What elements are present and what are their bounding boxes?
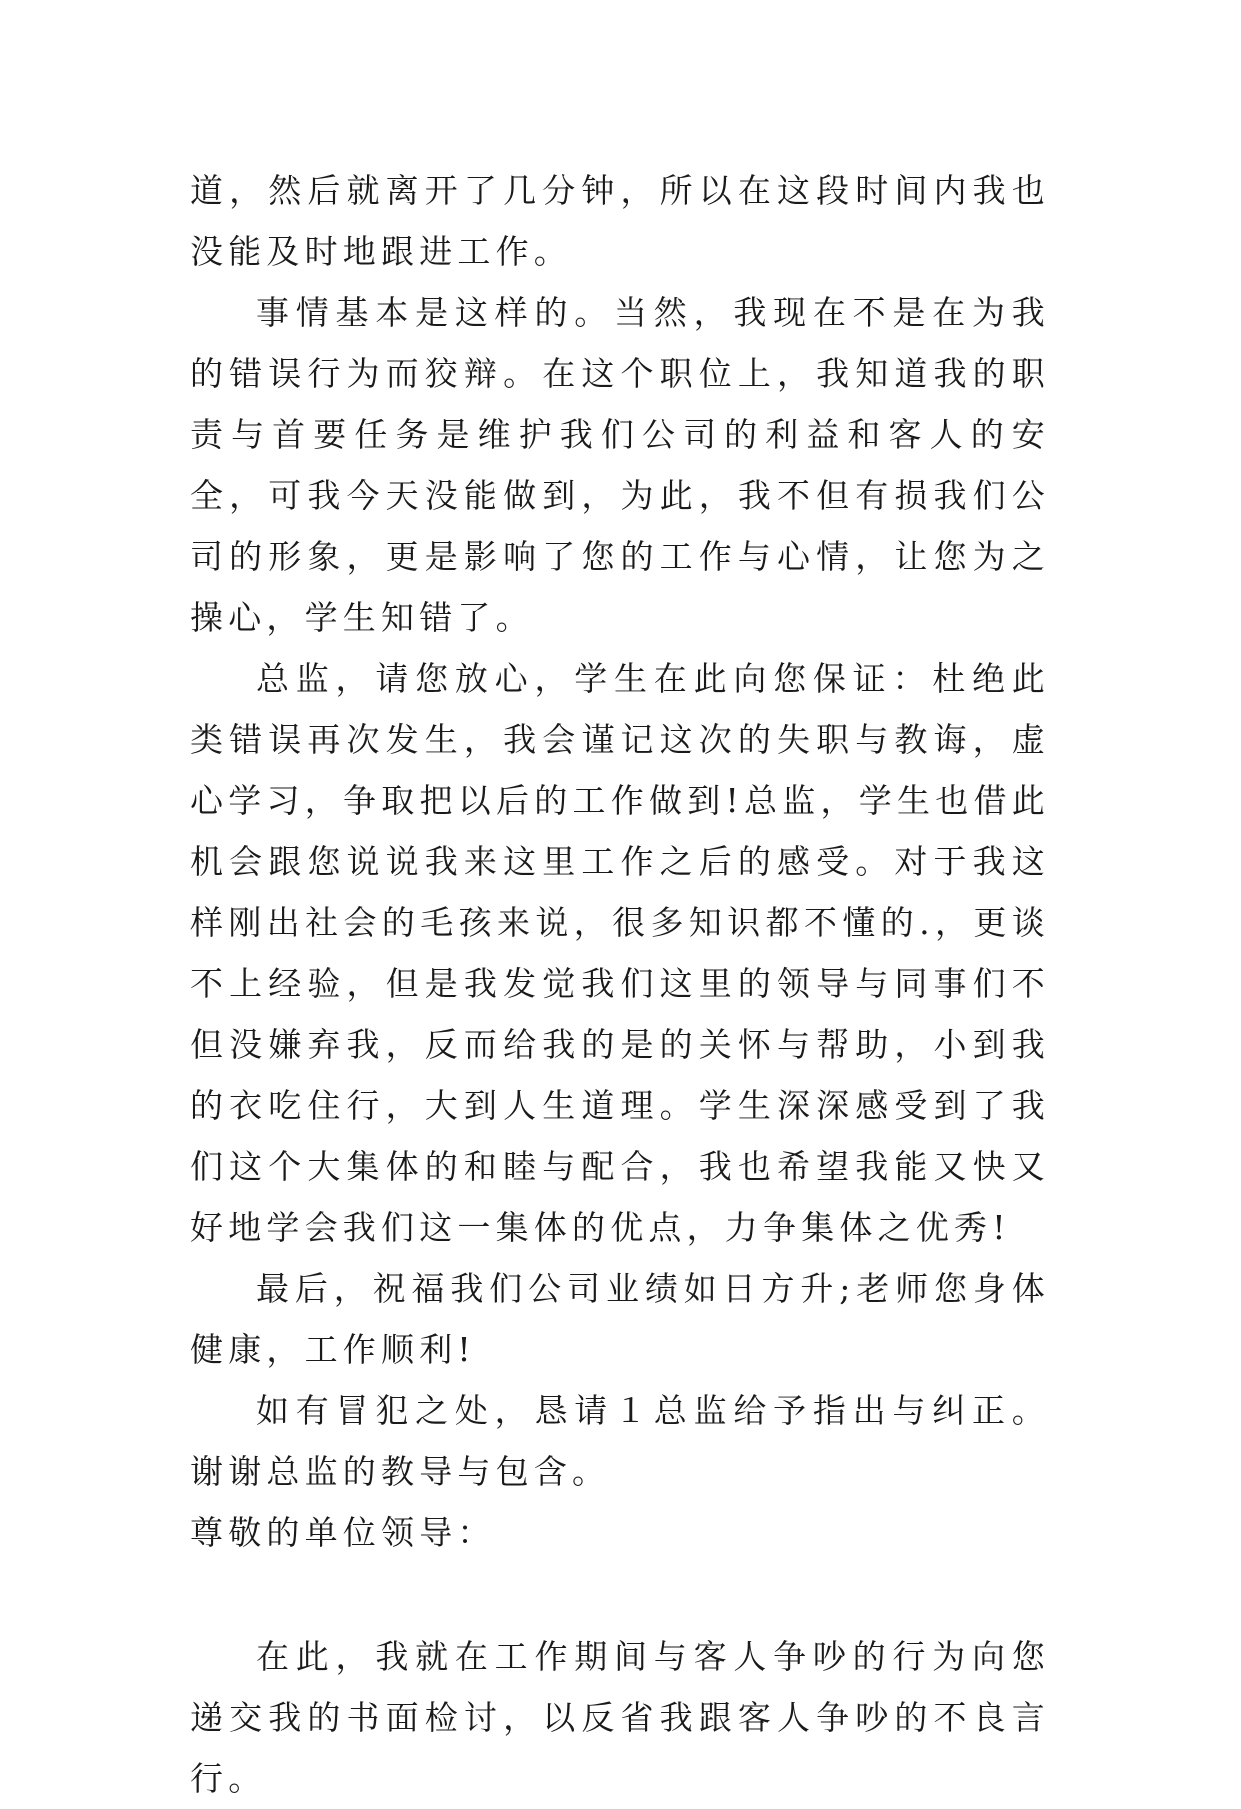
salutation: 尊敬的单位领导： bbox=[190, 1513, 496, 1552]
document-body bbox=[190, 160, 1050, 1809]
blank-line bbox=[190, 1563, 1050, 1626]
paragraph-wishes: 最后，祝福我们公司业绩如日方升;老师您身体健康，工作顺利! bbox=[190, 1269, 1050, 1369]
paragraph-apology: 如有冒犯之处，恳请１总监给予指出与纠正。谢谢总监的教导与包含。 bbox=[190, 1391, 1050, 1491]
paragraph-explanation: 事情基本是这样的。当然，我现在不是在为我的错误行为而狡辩。在这个职位上，我知道我的职责与首要任务是维护我们公司的利益和客人的安全，可我今天没能做到，为此，我不但有损我们公司的形象，更是影响了您的工作与心情，让您为之操心，学生知错了。 bbox=[190, 293, 1050, 637]
paragraph-intro: 在此，我就在工作期间与客人争吵的行为向您递交我的书面检讨，以反省我跟客人争吵的不良言行。 bbox=[190, 1637, 1050, 1798]
paragraph-continuation: 道，然后就离开了几分钟，所以在这段时间内我也没能及时地跟进工作。 bbox=[190, 171, 1050, 271]
paragraph-promise: 总监，请您放心，学生在此向您保证：杜绝此类错误再次发生，我会谨记这次的失职与教诲，虚心学习，争取把以后的工作做到!总监，学生也借此机会跟您说说我来这里工作之后的感受。对于我这样刚出社会的毛孩来说，很多知识都不懂的.，更谈不上经验，但是我发觉我们这里的领导与同事们不但没嫌弃我，反而给我的是的关怀与帮助，小到我的衣吃住行，大到人生道理。学生深深感受到了我们这个大集体的和睦与配合，我也希望我能又快又好地学会我们这一集体的优点，力争集体之优秀! bbox=[190, 659, 1050, 1247]
